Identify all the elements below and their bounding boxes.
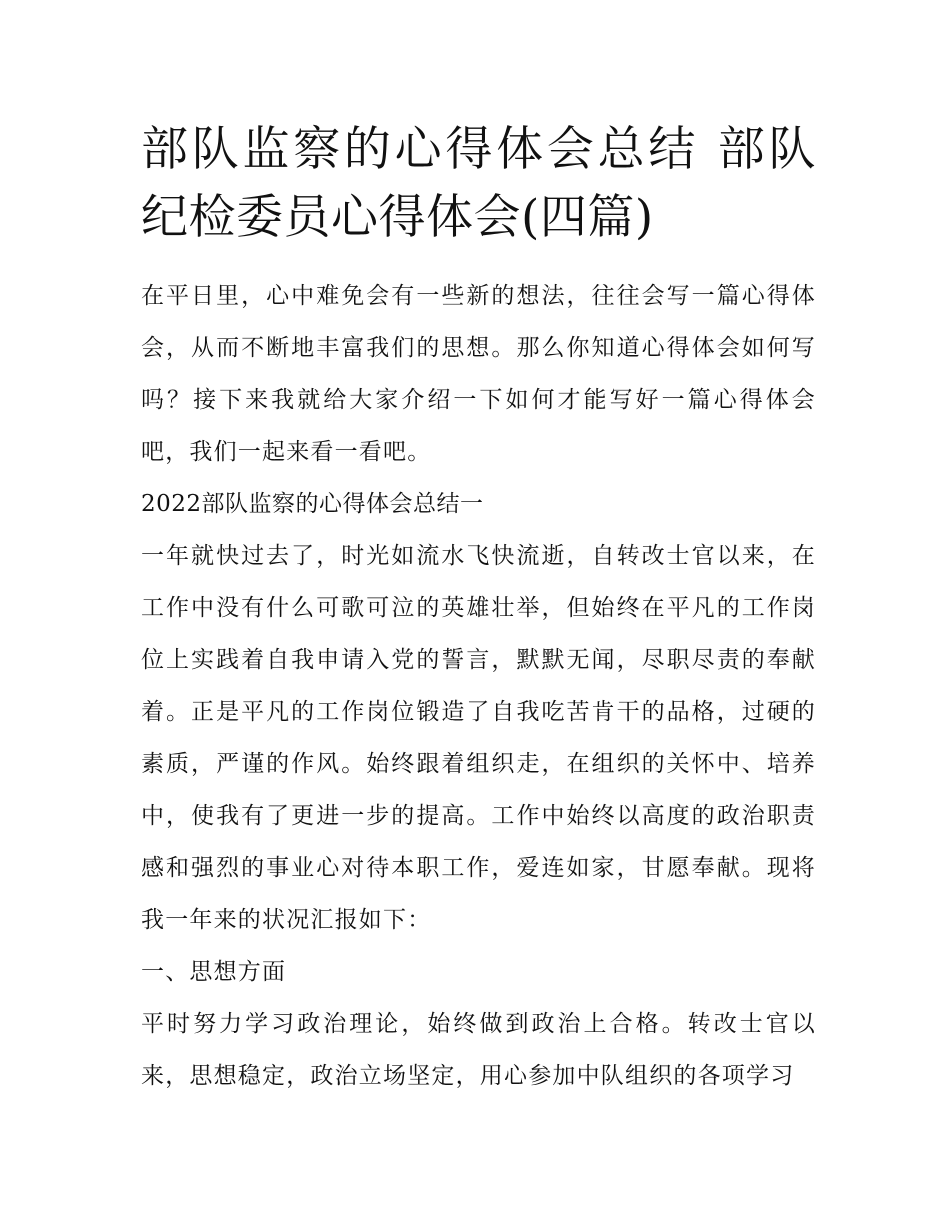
- intro-paragraph: 在平日里，心中难免会有一些新的想法，往往会写一篇心得体会，从而不断地丰富我们的思想。那么你知道心得体会如何写吗？接下来我就给大家介绍一下如何才能写好一篇心得体会吧，我们一起来看一看吧。: [141, 283, 816, 465]
- body-paragraph-1: 一年就快过去了，时光如流水飞快流逝，自转改士官以来，在工作中没有什么可歌可泣的英雄壮举，但始终在平凡的工作岗位上实践着自我申请入党的誓言，默默无闻，尽职尽责的奉献着。正是平凡的工作岗位锻造了自我吃苦肯干的品格，过硬的素质，严谨的作风。始终跟着组织走，在组织的关怀中、培养中，使我有了更进一步的提高。工作中始终以高度的政治职责感和强烈的事业心对待本职工作，爱连如家，甘愿奉献。现将我一年来的状况汇报如下：: [141, 543, 816, 933]
- body-paragraph-2: 平时努力学习政治理论，始终做到政治上合格。转改士官以来，思想稳定，政治立场坚定，用心参加中队组织的各项学习: [141, 1011, 816, 1089]
- article-heading: 2022部队监察的心得体会总结一: [141, 491, 484, 517]
- section-heading: 一、思想方面: [141, 959, 287, 985]
- document-page: [141, 116, 816, 1102]
- document-title: 部队监察的心得体会总结 部队纪检委员心得体会(四篇): [141, 122, 816, 245]
